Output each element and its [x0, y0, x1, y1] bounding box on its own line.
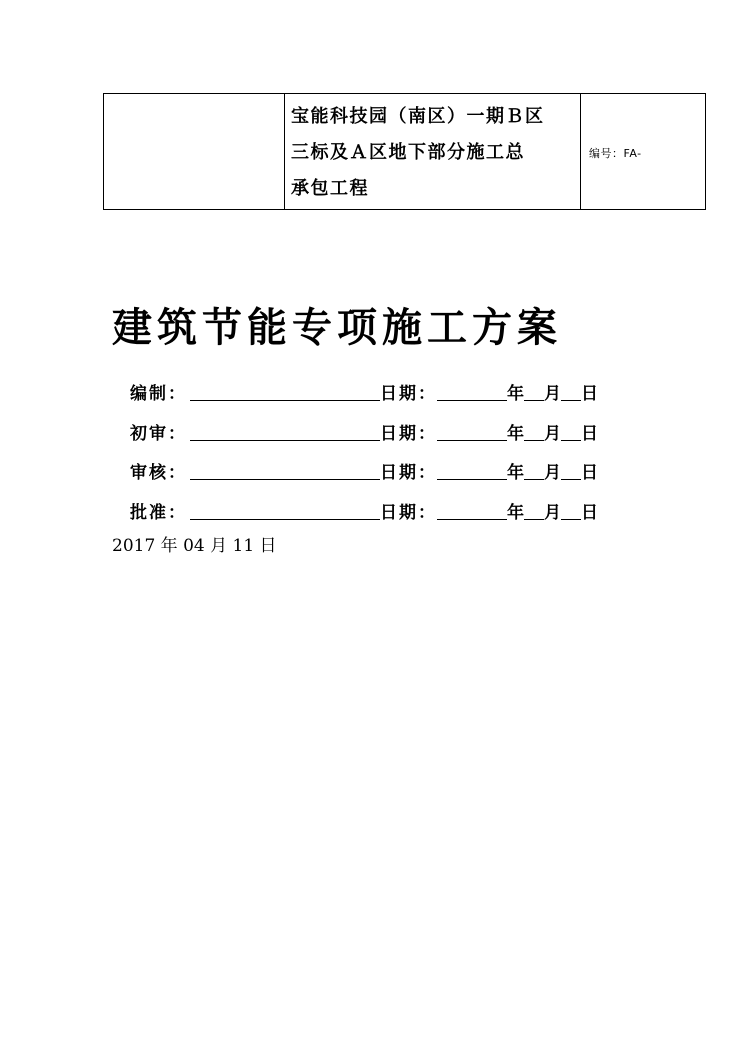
- year-blank-line: [437, 461, 507, 480]
- signature-label: 审核：: [130, 463, 187, 484]
- year-blank-line: [437, 501, 507, 520]
- date-label: 日期：: [380, 502, 437, 523]
- document-number-label: 编号：FA-: [589, 147, 642, 160]
- month-unit: 月: [544, 384, 561, 405]
- header-table: [103, 93, 706, 210]
- year-unit: 年: [507, 384, 524, 405]
- month-blank-line: [524, 422, 544, 441]
- day-blank-line: [561, 382, 581, 401]
- signature-blank-line: [190, 501, 380, 520]
- year-blank-line: [437, 422, 507, 441]
- month-blank-line: [524, 382, 544, 401]
- document-title: 建筑节能专项施工方案: [112, 305, 562, 351]
- signature-row-approve: [130, 491, 630, 531]
- month-unit: 月: [544, 502, 561, 523]
- header-project-cell: [285, 94, 581, 210]
- date-label: 日期：: [380, 384, 437, 405]
- day-unit: 日: [581, 384, 598, 405]
- signature-label: 批准：: [130, 502, 187, 523]
- project-name-line-1: 宝能科技园（南区）一期Ｂ区: [291, 105, 545, 127]
- year-unit: 年: [507, 423, 524, 444]
- day-blank-line: [561, 501, 581, 520]
- day-unit: 日: [581, 463, 598, 484]
- document-date: 2017 年 04 月 11 日: [112, 536, 277, 556]
- day-unit: 日: [581, 423, 598, 444]
- project-name-line-2: 三标及Ａ区地下部分施工总: [291, 141, 525, 163]
- month-blank-line: [524, 461, 544, 480]
- signature-row-first-review: [130, 412, 630, 452]
- signature-row-compile: [130, 372, 630, 412]
- year-unit: 年: [507, 502, 524, 523]
- project-name: [285, 97, 580, 207]
- year-blank-line: [437, 382, 507, 401]
- project-name-line-3: 承包工程: [291, 177, 369, 199]
- month-blank-line: [524, 501, 544, 520]
- day-blank-line: [561, 461, 581, 480]
- signature-label: 初审：: [130, 423, 187, 444]
- header-number-cell: [581, 94, 706, 210]
- date-label: 日期：: [380, 423, 437, 444]
- month-unit: 月: [544, 463, 561, 484]
- signature-blank-line: [190, 382, 380, 401]
- month-unit: 月: [544, 423, 561, 444]
- year-unit: 年: [507, 463, 524, 484]
- date-label: 日期：: [380, 463, 437, 484]
- signature-blank-line: [190, 422, 380, 441]
- signature-block: [130, 372, 630, 530]
- header-blank-cell: [104, 94, 285, 210]
- day-blank-line: [561, 422, 581, 441]
- day-unit: 日: [581, 502, 598, 523]
- signature-blank-line: [190, 461, 380, 480]
- signature-row-review: [130, 451, 630, 491]
- signature-label: 编制：: [130, 384, 187, 405]
